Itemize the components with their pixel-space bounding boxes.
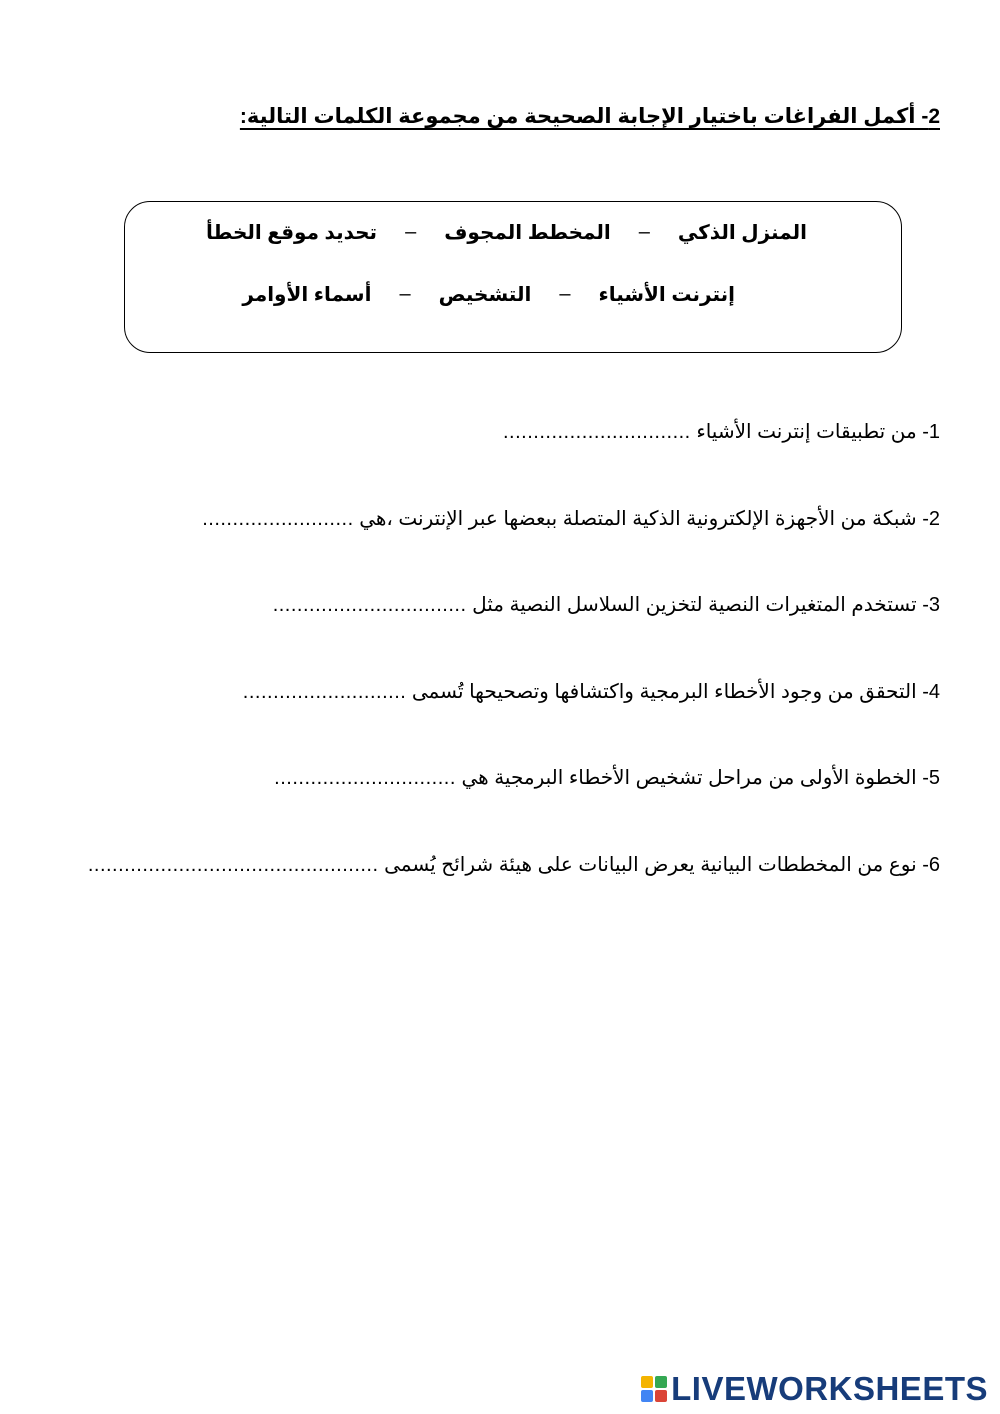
question-item: [80, 764, 940, 851]
answer-blank[interactable]: ..............................: [274, 767, 456, 789]
word-bank-separator: –: [399, 283, 411, 305]
word-bank-item[interactable]: المخطط المجوف: [444, 222, 611, 244]
question-list: [80, 418, 940, 937]
liveworksheets-logo-icon: [641, 1376, 667, 1402]
question-item: [80, 505, 940, 592]
logo-tile: [655, 1390, 667, 1402]
answer-blank[interactable]: ...............................: [502, 421, 691, 443]
word-bank-separator: –: [405, 221, 417, 243]
answer-blank[interactable]: .........................: [202, 507, 354, 530]
word-bank-item[interactable]: التشخيص: [438, 284, 532, 306]
question-text: 6- نوع من المخططات البيانية يعرض البيانات على هيئة شرائح يُسمى: [384, 853, 940, 876]
logo-tile: [641, 1376, 653, 1388]
question-text: 3- تستخدم المتغيرات النصية لتخزين السلاسل النصية مثل: [472, 594, 940, 616]
liveworksheets-logo[interactable]: [641, 1370, 988, 1408]
question-item: [80, 591, 940, 678]
word-bank-row-1: [206, 220, 807, 245]
question-item: [80, 851, 940, 938]
word-bank-item[interactable]: المنزل الذكي: [677, 222, 807, 244]
question-item: [80, 418, 940, 505]
question-text: 2- شبكة من الأجهزة الإلكترونية الذكية المتصلة ببعضها عبر الإنترنت ،هي: [359, 507, 940, 530]
logo-tile: [655, 1376, 667, 1388]
answer-blank[interactable]: ...........................: [242, 680, 407, 703]
word-bank-item[interactable]: تحديد موقع الخطأ: [205, 222, 378, 244]
word-bank-box: [124, 201, 902, 353]
word-bank-item[interactable]: إنترنت الأشياء: [598, 284, 735, 306]
question-item: [80, 678, 940, 765]
answer-blank[interactable]: ................................: [272, 594, 467, 616]
question-text: 1- من تطبيقات إنترنت الأشياء: [696, 421, 940, 443]
answer-blank[interactable]: ................................................: [87, 853, 379, 876]
liveworksheets-logo-text: LIVEWORKSHEETS: [671, 1370, 988, 1407]
question-text: 5- الخطوة الأولى من مراحل تشخيص الأخطاء البرمجية هي: [461, 767, 940, 789]
question-text: 4- التحقق من وجود الأخطاء البرمجية واكتشافها وتصحيحها تُسمى: [411, 680, 940, 703]
exercise-title: 2- أكمل الفراغات باختيار الإجابة الصحيحة من مجموعة الكلمات التالية:: [239, 105, 940, 128]
word-bank-item[interactable]: أسماء الأوامر: [242, 284, 372, 306]
logo-tile: [641, 1390, 653, 1402]
word-bank-separator: –: [638, 221, 650, 243]
word-bank-row-2: [242, 282, 735, 307]
word-bank-separator: –: [559, 283, 571, 305]
